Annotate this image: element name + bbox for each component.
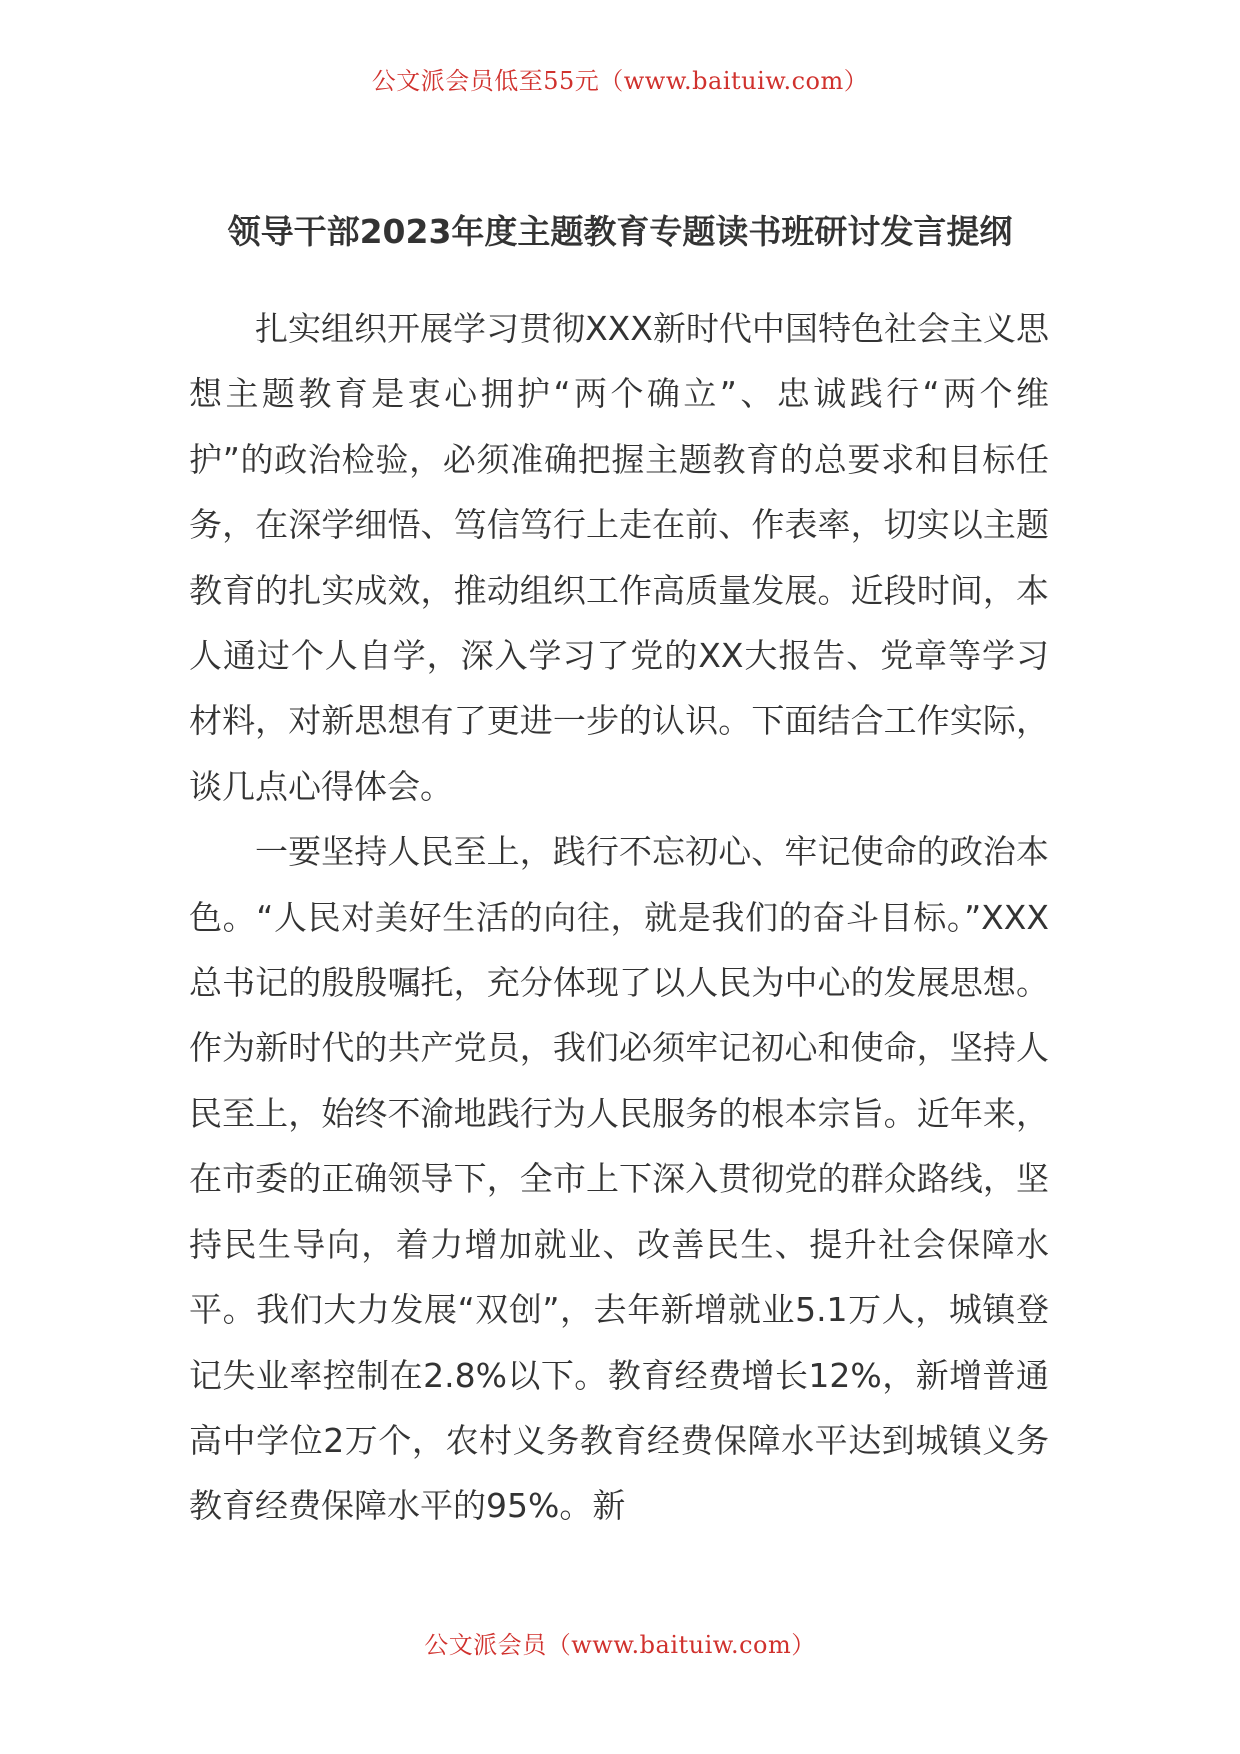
paragraph-intro: 扎实组织开展学习贯彻XXX新时代中国特色社会主义思想主题教育是衷心拥护“两个确立”、忠诚践行“两个维护”的政治检验，必须准确把握主题教育的总要求和目标任务，在深学细悟、笃信笃行上走在前、作表率，切实以主题教育的扎实成效，推动组织工作高质量发展。近段时间，本人通过个人自学，深入学习了党的XX大报告、党章等学习材料，对新思想有了更进一步的认识。下面结合工作实际，谈几点心得体会。 (189, 309, 1049, 806)
header-promo-link[interactable]: 公文派会员低至55元（www.baituiw.com） (371, 67, 869, 95)
footer-promo-link[interactable]: 公文派会员（www.baituiw.com） (424, 1631, 816, 1659)
document-body (189, 296, 1049, 1539)
document-title: 领导干部2023年度主题教育专题读书班研讨发言提纲 (227, 212, 1013, 251)
paragraph-point-one: 一要坚持人民至上，践行不忘初心、牢记使命的政治本色。“人民对美好生活的向往，就是我们的奋斗目标。”XXX总书记的殷殷嘱托，充分体现了以人民为中心的发展思想。作为新时代的共产党员，我们必须牢记初心和使命，坚持人民至上，始终不渝地践行为人民服务的根本宗旨。近年来，在市委的正确领导下，全市上下深入贯彻党的群众路线，坚持民生导向，着力增加就业、改善民生、提升社会保障水平。我们大力发展“双创”，去年新增就业5.1万人，城镇登记失业率控制在2.8%以下。教育经费增长12%，新增普通高中学位2万个，农村义务教育经费保障水平达到城镇义务教育经费保障水平的95%。新 (189, 832, 1049, 1526)
